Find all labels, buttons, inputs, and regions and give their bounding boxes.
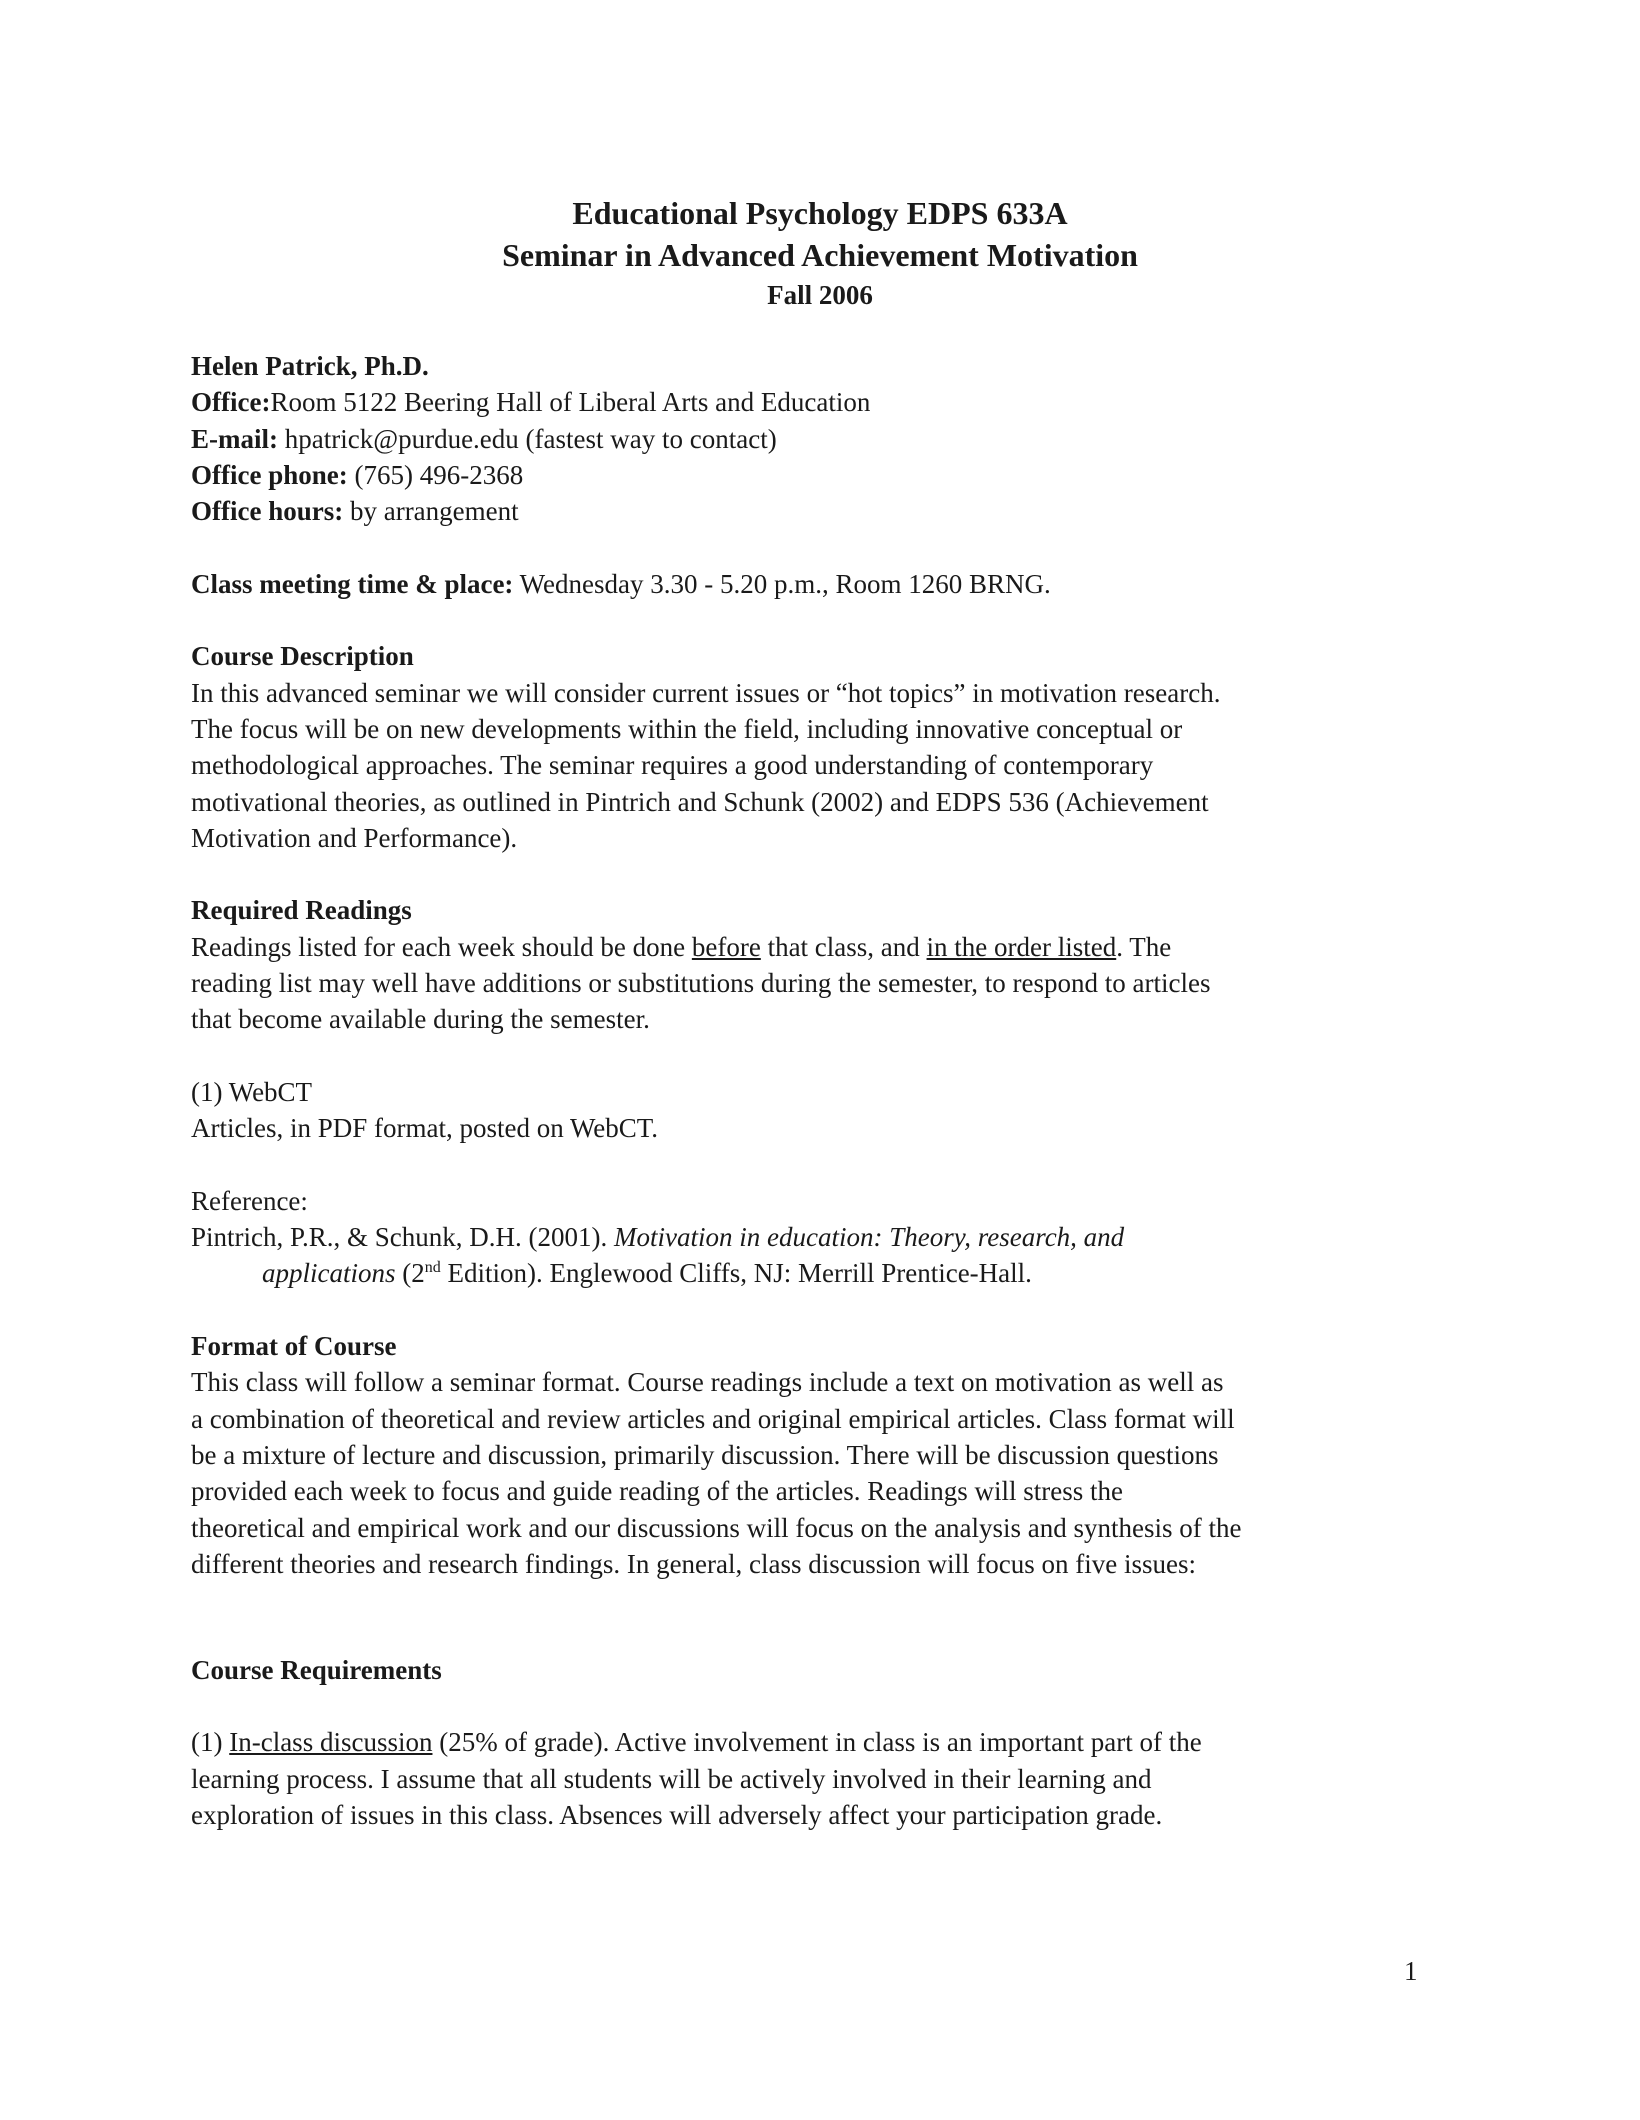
paragraph-line: This class will follow a seminar format. Course readings include a text on motivation as well as (191, 1367, 1224, 1398)
phone-value: (765) 496-2368 (347, 459, 524, 490)
text-run: Readings listed for each week should be done (191, 931, 692, 962)
format-section (191, 1328, 1471, 1582)
paragraph-line: The focus will be on new developments within the field, including innovative conceptual or (191, 713, 1183, 744)
text-run: (25% of grade). Active involvement in class is an important part of the (432, 1727, 1202, 1758)
reference-citation-line2 (191, 1255, 1471, 1291)
underlined-before: before (691, 931, 761, 962)
course-title: Educational Psychology EDPS 633A (572, 195, 1068, 231)
webct-description: Articles, in PDF format, posted on WebCT. (191, 1113, 659, 1144)
hours-value: by arrangement (343, 496, 519, 527)
text-run: (1) (191, 1727, 230, 1758)
instructor-name: Helen Patrick, Ph.D. (191, 351, 429, 381)
text-run: that class, and (760, 931, 927, 962)
required-readings-section (191, 892, 1471, 1291)
class-meeting-label: Class meeting time & place: (191, 568, 514, 599)
requirement-item-1 (191, 1724, 1471, 1760)
requirements-heading: Course Requirements (191, 1655, 442, 1686)
text-run: (2 (395, 1258, 425, 1289)
class-meeting-line (191, 566, 1471, 602)
format-heading: Format of Course (191, 1331, 397, 1362)
hours-label: Office hours: (191, 496, 344, 527)
paragraph-line: motivational theories, as outlined in Pintrich and Schunk (2002) and EDPS 536 (Achievement (191, 786, 1209, 817)
paragraph-line: methodological approaches. The seminar requires a good understanding of contemporary (191, 750, 1154, 781)
webct-title: (1) WebCT (191, 1076, 313, 1107)
phone-line (191, 457, 1471, 493)
paragraph-line: be a mixture of lecture and discussion, primarily discussion. There will be discussion questions (191, 1439, 1219, 1470)
book-title-cont: applications (262, 1258, 396, 1289)
course-description-heading: Course Description (191, 641, 414, 672)
course-subtitle: Seminar in Advanced Achievement Motivation (502, 237, 1138, 273)
underlined-order-listed: in the order listed (926, 931, 1117, 962)
text-run: . The (1116, 931, 1172, 962)
superscript: nd (424, 1259, 441, 1277)
course-description-section (191, 638, 1471, 856)
paragraph-line: provided each week to focus and guide reading of the articles. Readings will stress the (191, 1476, 1123, 1507)
reference-citation-line1 (191, 1219, 1471, 1255)
office-line (191, 384, 1471, 420)
paragraph-line: theoretical and empirical work and our discussions will focus on the analysis and synthesis of the (191, 1512, 1242, 1543)
paragraph-line: In this advanced seminar we will consider current issues or “hot topics” in motivation research. (191, 677, 1221, 708)
paragraph-line: learning process. I assume that all students will be actively involved in their learning and (191, 1763, 1152, 1794)
paragraph-line: exploration of issues in this class. Absences will adversely affect your participation grade. (191, 1799, 1163, 1830)
paragraph-line: reading list may well have additions or substitutions during the semester, to respond to articles (191, 968, 1211, 999)
instructor-block (191, 348, 1471, 529)
underlined-in-class-discussion: In-class discussion (229, 1727, 433, 1758)
paragraph-line: different theories and research findings. In general, class discussion will focus on five issues: (191, 1548, 1196, 1579)
paragraph-line: Motivation and Performance). (191, 822, 518, 853)
book-title: Motivation in education: Theory, research, and (614, 1222, 1125, 1253)
requirements-section (191, 1652, 1471, 1833)
office-value: Room 5122 Beering Hall of Liberal Arts and Education (270, 387, 871, 418)
reference-label: Reference: (191, 1185, 308, 1216)
page-number: 1 (1404, 1956, 1418, 1986)
email-value: hpatrick@purdue.edu (fastest way to contact) (278, 423, 777, 454)
email-line (191, 421, 1471, 457)
text-run: Pintrich, P.R., & Schunk, D.H. (2001). (191, 1222, 615, 1253)
text-run: Edition). Englewood Cliffs, NJ: Merrill Prentice-Hall. (440, 1258, 1032, 1289)
hours-line (191, 493, 1471, 529)
class-meeting-value: Wednesday 3.30 - 5.20 p.m., Room 1260 BRNG. (513, 568, 1051, 599)
course-term: Fall 2006 (767, 280, 873, 310)
paragraph-line: that become available during the semester. (191, 1004, 650, 1035)
paragraph-line (191, 929, 1471, 965)
required-readings-heading: Required Readings (191, 895, 412, 926)
email-label: E-mail: (191, 423, 278, 454)
document-body (191, 348, 1471, 1833)
document-header (0, 192, 1640, 314)
phone-label: Office phone: (191, 459, 348, 490)
office-label: Office: (191, 387, 271, 418)
paragraph-line: a combination of theoretical and review articles and original empirical articles. Class format will (191, 1403, 1235, 1434)
